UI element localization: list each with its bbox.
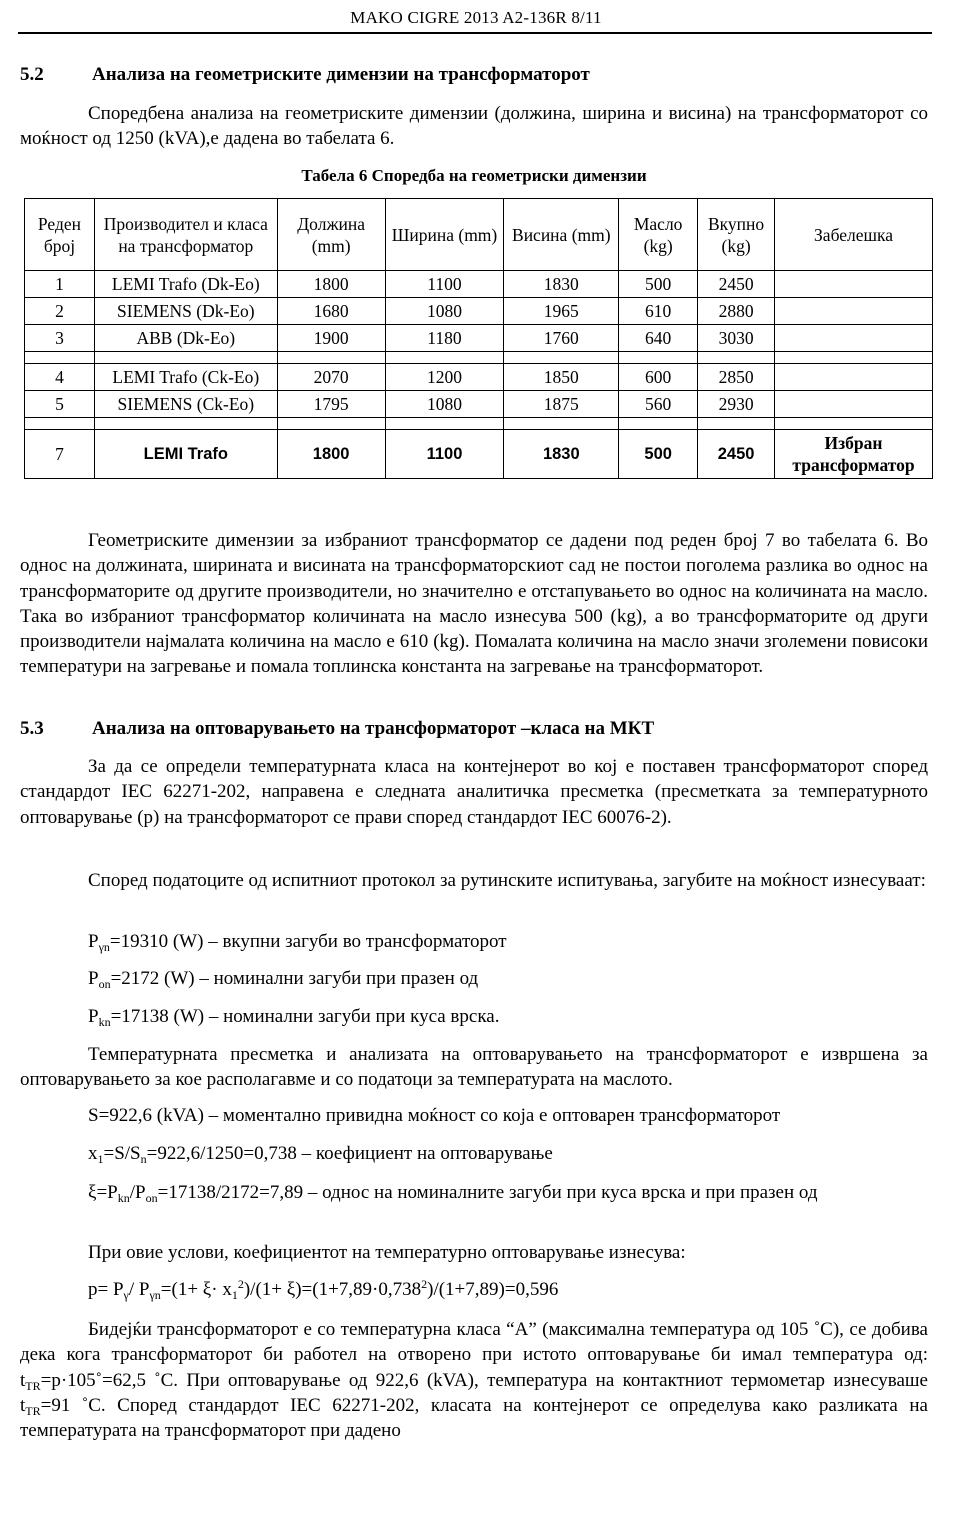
text-part: Бидејќи трансформаторот е со температурна класа “A” (максимална температура од 105 ˚C), се добива дека кога трансформаторот би работел на отворено при истото оптоварување би имал температура од: t xyxy=(20,1319,928,1391)
table-cell: 2 xyxy=(25,298,95,325)
table-cell: 2450 xyxy=(698,430,775,479)
subscript: 1 xyxy=(231,1288,238,1302)
subscript: kn xyxy=(117,1191,130,1205)
formula-part: )/(1+ ξ)=(1+7,89·0,738 xyxy=(243,1279,422,1300)
table-cell: 1800 xyxy=(277,271,385,298)
table-cell: 500 xyxy=(619,271,698,298)
table-cell: 3030 xyxy=(698,325,775,352)
table-cell xyxy=(775,325,933,352)
loss-text: =2172 (W) – номинални загуби при празен од xyxy=(110,968,479,989)
paragraph-dimensions: Геометриските димензии за избраниот трансформатор се дадени под реден број 7 во табелата 6. Во однос на должината, ширината и висината на трансформаторскиот сад не постои поголема разлика во однос на трансформаторите од другите производители, но значително е отстапувањето во однос на количината на масло. Така во избраниот трансформатор количината на масло изнесува 500 (kg), а во трансформаторите од други производители најмалата количина на масло е 610 (kg). Помалата количина на масло значи зголемени повисоки температури на загревање и помала топлинска константа на загревање на трансформаторот. xyxy=(20,530,928,678)
table-cell xyxy=(775,271,933,298)
table-cell: 1875 xyxy=(504,391,619,418)
apparent-power-line: S=922,6 (kVA) – моментално привидна моќност со која е оптоварен трансформаторот xyxy=(88,1105,781,1126)
table-cell: LEMI Trafo (Ck-Eo) xyxy=(94,364,277,391)
table-cell: 640 xyxy=(619,325,698,352)
paragraph-temperature-class: За да се определи температурната класа на контејнерот во кој е поставен трансформаторот според стандардот IEC 62271-202, направена е следната аналитичка пресметка (пресметката за температурното оптоварување (p) на трансформаторот се прави според стандардот IEC 60076-2). xyxy=(20,756,928,828)
load-coefficient-formula xyxy=(88,1279,558,1301)
header-cell: Должина (mm) xyxy=(277,199,385,271)
header-rule xyxy=(18,32,932,34)
table-cell: 1795 xyxy=(277,391,385,418)
table-cell: 1680 xyxy=(277,298,385,325)
section-title: Анализа на геометриските димензии на трансформаторот xyxy=(92,64,590,85)
header-cell: Вкупно (kg) xyxy=(698,199,775,271)
subscript: on xyxy=(98,977,111,991)
table-cell-note: Избран трансформатор xyxy=(775,430,933,479)
section-heading-5-3 xyxy=(20,718,654,740)
section-number: 5.2 xyxy=(20,64,44,85)
table-cell: 2070 xyxy=(277,364,385,391)
subscript: γn xyxy=(98,940,110,954)
table-cell: 5 xyxy=(25,391,95,418)
table-row-selected xyxy=(25,430,933,479)
subscript: 1 xyxy=(97,1152,104,1166)
subscript: γn xyxy=(149,1288,161,1302)
formula-part: =(1+ ξ· x xyxy=(160,1279,232,1300)
table-cell: 1080 xyxy=(385,298,504,325)
table-cell: 2850 xyxy=(698,364,775,391)
paragraph-load-analysis: Температурната пресметка и анализата на оптоварувањето на трансформаторот е извршена за оптоварувањето за кое располагавме и со податоци за температурата на маслото. xyxy=(20,1044,928,1091)
load-factor-line xyxy=(88,1143,553,1165)
table-cell: 1830 xyxy=(504,430,619,479)
loss-text: =17138 (W) – номинални загуби при куса врска. xyxy=(110,1006,500,1027)
comparison-table xyxy=(24,198,933,479)
table-cell: 2450 xyxy=(698,271,775,298)
subscript: TR xyxy=(25,1378,41,1393)
table-header-row xyxy=(25,199,933,271)
paragraph-conditions: При овие услови, коефициентот на температурно оптоварување изнесува: xyxy=(88,1242,686,1263)
superscript: 2 xyxy=(421,1277,428,1291)
paragraph-temperature-class-a xyxy=(20,1317,928,1443)
formula-part: ξ=P xyxy=(88,1182,118,1203)
loss-text: =19310 (W) – вкупни загуби во трансформаторот xyxy=(109,931,507,952)
header-cell: Реден број xyxy=(25,199,95,271)
formula-part: p= P xyxy=(88,1279,124,1300)
header-cell: Масло (kg) xyxy=(619,199,698,271)
table-cell: 2880 xyxy=(698,298,775,325)
table-cell: 600 xyxy=(619,364,698,391)
formula-part: =922,6/1250=0,738 – коефициент на оптоварување xyxy=(146,1143,553,1164)
table-cell: SIEMENS (Dk-Eo) xyxy=(94,298,277,325)
paragraph-test-protocol: Според податоците од испитниот протокол за рутинските испитувања, загубите на моќност изнесуваат: xyxy=(88,870,926,891)
table-cell: 4 xyxy=(25,364,95,391)
table-cell: 7 xyxy=(25,430,95,479)
formula-part: )/(1+7,89)=0,596 xyxy=(427,1279,559,1300)
table-caption: Табела 6 Споредба на геометриски димензии xyxy=(301,166,647,185)
table-row xyxy=(25,364,933,391)
table-cell: ABB (Dk-Eo) xyxy=(94,325,277,352)
header-cell: Производител и класа на трансформатор xyxy=(94,199,277,271)
table-row xyxy=(25,271,933,298)
table-cell: SIEMENS (Ck-Eo) xyxy=(94,391,277,418)
symbol: P xyxy=(88,931,99,952)
header-cell: Висина (mm) xyxy=(504,199,619,271)
section-heading-5-2 xyxy=(20,64,590,86)
section-title: Анализа на оптоварувањето на трансформаторот –класа на МКТ xyxy=(92,718,655,739)
table-cell: 560 xyxy=(619,391,698,418)
table-cell: 1100 xyxy=(385,430,504,479)
table-cell: 1850 xyxy=(504,364,619,391)
loss-ratio-line xyxy=(20,1180,928,1205)
page-header: MAKO CIGRE 2013 A2-136R 8/11 xyxy=(350,8,602,27)
table-cell: LEMI Trafo (Dk-Eo) xyxy=(94,271,277,298)
table-cell: 1080 xyxy=(385,391,504,418)
loss-line-total xyxy=(88,931,507,953)
table-cell: 1965 xyxy=(504,298,619,325)
table-cell: LEMI Trafo xyxy=(94,430,277,479)
text-part: =91 ˚C. Според стандардот IEC 62271-202, класата на контејнерот се определува како разликата на температурата на трансформаторот при дадено xyxy=(20,1394,928,1442)
table-cell xyxy=(775,298,933,325)
table-cell: 610 xyxy=(619,298,698,325)
table-cell: 1100 xyxy=(385,271,504,298)
table-cell: 1 xyxy=(25,271,95,298)
loss-line-no-load xyxy=(88,968,478,990)
table-cell: 500 xyxy=(619,430,698,479)
table-cell: 1800 xyxy=(277,430,385,479)
table-cell xyxy=(775,391,933,418)
formula-part: /P xyxy=(129,1182,146,1203)
header-cell: Ширина (mm) xyxy=(385,199,504,271)
loss-line-short-circuit xyxy=(88,1006,499,1028)
symbol: P xyxy=(88,968,99,989)
subscript: n xyxy=(140,1152,147,1166)
table-spacer-row xyxy=(25,352,933,364)
header-cell: Забелешка xyxy=(775,199,933,271)
superscript: 2 xyxy=(237,1277,244,1291)
subscript: TR xyxy=(25,1403,41,1418)
formula-part: =17138/2172=7,89 – однос на номиналните загуби при куса врска и при празен од xyxy=(157,1182,818,1203)
table-spacer-row xyxy=(25,418,933,430)
text-part: =p·105˚=62,5 ˚C. При оптоварување од 922,6 (kVA), температура на контактниот термометар изнесуваше t xyxy=(20,1369,928,1416)
table-cell: 1830 xyxy=(504,271,619,298)
table-cell: 3 xyxy=(25,325,95,352)
table-cell xyxy=(775,364,933,391)
table-cell: 1180 xyxy=(385,325,504,352)
table-cell: 1200 xyxy=(385,364,504,391)
formula-part: x xyxy=(88,1143,98,1164)
symbol: P xyxy=(88,1006,99,1027)
table-row xyxy=(25,391,933,418)
table-cell: 1760 xyxy=(504,325,619,352)
table-cell: 2930 xyxy=(698,391,775,418)
section-number: 5.3 xyxy=(20,718,44,739)
table-row xyxy=(25,325,933,352)
formula-part: / P xyxy=(128,1279,150,1300)
table-cell: 1900 xyxy=(277,325,385,352)
table-row xyxy=(25,298,933,325)
paragraph-intro: Споредбена анализа на геометриските димензии (должина, ширина и висина) на трансформаторот со моќност од 1250 (kVA),е дадена во табелата 6. xyxy=(20,103,928,150)
subscript: kn xyxy=(98,1015,111,1029)
formula-part: =S/S xyxy=(103,1143,141,1164)
subscript: on xyxy=(145,1191,158,1205)
subscript: γ xyxy=(123,1288,129,1302)
